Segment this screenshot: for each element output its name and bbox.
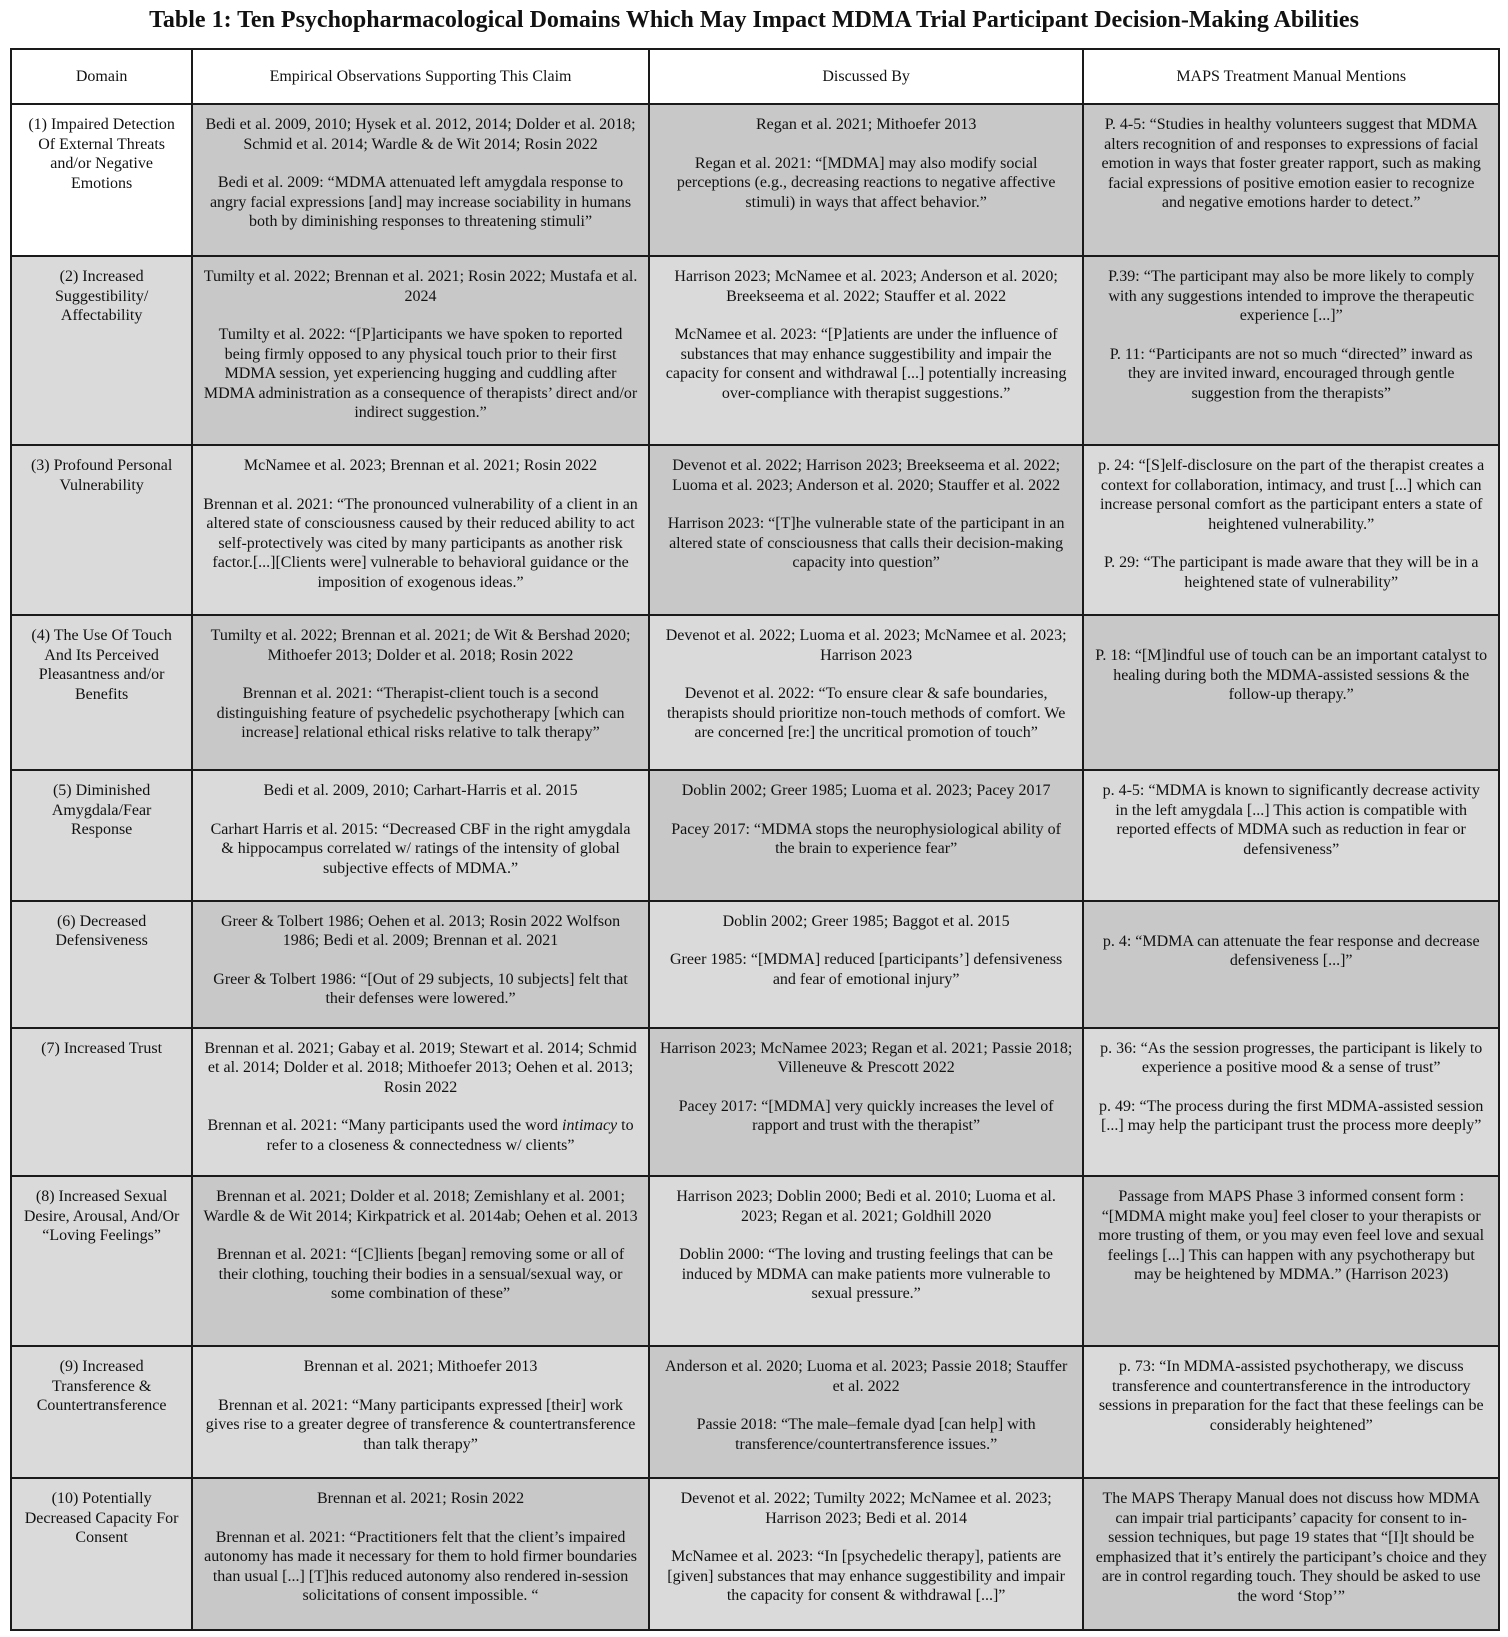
empirical-cell xyxy=(192,1478,649,1630)
empirical-cell xyxy=(192,1346,649,1478)
discussed-quote: Pacey 2017: “[MDMA] very quickly increases the level of rapport and trust with the therapist” xyxy=(678,1097,1054,1135)
discussed-quote: Regan et al. 2021: “[MDMA] may also modify social perceptions (e.g., decreasing reactions to negative affective stimuli) in ways that affect behavior.” xyxy=(676,154,1056,211)
domain-cell: (3) Profound Personal Vulnerability xyxy=(11,445,192,615)
table-title: Table 1: Ten Psychopharmacological Domains Which May Impact MDMA Trial Participant Decision-Making Abilities xyxy=(149,7,1359,33)
discussed-refs: Devenot et al. 2022; Luoma et al. 2023; McNamee et al. 2023; Harrison 2023 xyxy=(665,627,1067,664)
empirical-cell xyxy=(192,1176,649,1346)
table-row xyxy=(11,445,1499,615)
maps-mention: Passage from MAPS Phase 3 informed consent form : “[MDMA might make you] feel closer to your therapists or more trusting of them, or you may even feel love and sexual feelings [...] This can happen with any psychotherapy but may be heightened by MDMA.” (Harrison 2023) xyxy=(1098,1188,1485,1284)
maps-cell xyxy=(1083,445,1499,615)
maps-mention: p. 4: “MDMA can attenuate the fear response and decrease defensiveness [...]” xyxy=(1102,932,1480,970)
header-empirical: Empirical Observations Supporting This Claim xyxy=(192,49,649,104)
domain-cell: (5) Diminished Amygdala/Fear Response xyxy=(11,770,192,901)
empirical-quote: Carhart Harris et al. 2015: “Decreased CBF in the right amygdala & hippocampus correlated w/ ratings of the intensity of global subjective effects of MDMA.” xyxy=(210,820,631,877)
maps-mention: P. 18: “[M]indful use of touch can be an important catalyst to healing during both the MDMA-assisted sessions & the follow-up therapy.” xyxy=(1095,647,1488,704)
discussed-refs: Harrison 2023; McNamee 2023; Regan et al. 2021; Passie 2018; Villeneuve & Prescott 2022 xyxy=(659,1039,1073,1077)
empirical-quote: Tumilty et al. 2022: “[P]articipants we have spoken to reported being firmly opposed to any physical touch prior to their first MDMA session, yet experiencing hugging and cuddling after MDMA administration as a consequence of therapists’ direct and/or indirect suggestion.” xyxy=(203,326,638,422)
table-row xyxy=(11,770,1499,901)
maps-cell xyxy=(1083,770,1499,901)
domain-cell: (2) Increased Suggestibility/ Affectability xyxy=(11,256,192,445)
maps-cell xyxy=(1083,256,1499,445)
discussed-quote: Passie 2018: “The male–female dyad [can help] with transference/countertransference issues.” xyxy=(696,1416,1036,1453)
discussed-cell xyxy=(649,256,1084,445)
empirical-refs: Brennan et al. 2021; Mithoefer 2013 xyxy=(303,1358,538,1376)
maps-cell xyxy=(1083,104,1499,256)
empirical-quote: Brennan et al. 2021: “The pronounced vulnerability of a client in an altered state of consciousness caused by their reduced ability to act self-protectively was cited by many participants as another risk factor.[...][Clients were] vulnerable to behavioral guidance or the imposition of exogenous ideas.” xyxy=(203,495,638,591)
discussed-cell xyxy=(649,1028,1084,1177)
domain-cell: (7) Increased Trust xyxy=(11,1028,192,1177)
discussed-quote: Doblin 2000: “The loving and trusting feelings that can be induced by MDMA can make patients more vulnerable to sexual pressure.” xyxy=(679,1246,1053,1303)
discussed-refs: Harrison 2023; Doblin 2000; Bedi et al. 2010; Luoma et al. 2023; Regan et al. 2021; Goldhill 2020 xyxy=(676,1188,1056,1225)
empirical-refs: Brennan et al. 2021; Gabay et al. 2019; Stewart et al. 2014; Schmid et al. 2014; Dolder et al. 2018; Mithoefer 2013; Oehen et al. 2013; Rosin 2022 xyxy=(204,1039,637,1096)
empirical-cell xyxy=(192,256,649,445)
empirical-refs: Bedi et al. 2009, 2010; Carhart-Harris et al. 2015 xyxy=(263,782,578,800)
empirical-quote: Brennan et al. 2021: “[C]lients [began] removing some or all of their clothing, touching their bodies in a sensual/sexual way, or some combination of these” xyxy=(216,1246,625,1303)
empirical-refs: Bedi et al. 2009, 2010; Hysek et al. 2012, 2014; Dolder et al. 2018; Schmid et al. 2014; Wardle & de Wit 2014; Rosin 2022 xyxy=(205,116,636,153)
discussed-refs: Harrison 2023; McNamee et al. 2023; Anderson et al. 2020; Breekseema et al. 2022; Stauffer et al. 2022 xyxy=(674,268,1058,305)
discussed-quote: Greer 1985: “[MDMA] reduced [participants’] defensiveness and fear of emotional injury” xyxy=(669,951,1063,988)
discussed-quote: McNamee et al. 2023: “[P]atients are under the influence of substances that may enhance suggestibility and impair the capacity for consent and withdrawal [...] potentially increasing over-compliance with therapist suggestions.” xyxy=(665,326,1067,402)
maps-mention: p. 36: “As the session progresses, the participant is likely to experience a positive mood & a sense of trust” xyxy=(1100,1039,1483,1077)
empirical-cell xyxy=(192,1028,649,1177)
maps-mention: P. 4-5: “Studies in healthy volunteers suggest that MDMA alters recognition of and responses to expressions of facial emotion in ways that foster greater rapport, such as making facial expressions of positive emotion easier to recognize and negative emotions harder to detect.” xyxy=(1101,116,1481,212)
maps-mention: p. 49: “The process during the first MDMA-assisted session [...] may help the participant trust the process more deeply” xyxy=(1099,1097,1484,1135)
maps-cell xyxy=(1083,1028,1499,1177)
empirical-refs: McNamee et al. 2023; Brennan et al. 2021; Rosin 2022 xyxy=(243,457,598,475)
discussed-cell xyxy=(649,615,1084,770)
discussed-refs: Regan et al. 2021; Mithoefer 2013 xyxy=(755,116,977,134)
discussed-cell xyxy=(649,104,1084,256)
discussed-cell xyxy=(649,901,1084,1028)
discussed-cell xyxy=(649,1346,1084,1478)
quote-emphasis: intimacy xyxy=(562,1117,618,1135)
maps-cell xyxy=(1083,1176,1499,1346)
maps-mention: P. 11: “Participants are not so much “directed” inward as they are invited inward, encouraged through gentle suggestion from the therapists” xyxy=(1109,345,1473,402)
header-domain: Domain xyxy=(11,49,192,104)
quote-text: to refer to a closeness & connectedness w/ clients” xyxy=(266,1117,634,1154)
empirical-refs: Tumilty et al. 2022; Brennan et al. 2021; Rosin 2022; Mustafa et al. 2024 xyxy=(203,268,638,305)
header-maps: MAPS Treatment Manual Mentions xyxy=(1083,49,1499,104)
empirical-quote: Brennan et al. 2021: “Many participants expressed [their] work gives rise to a greater degree of transference & countertransference than talk therapy” xyxy=(205,1396,636,1453)
discussed-cell xyxy=(649,770,1084,901)
header-discussed: Discussed By xyxy=(649,49,1084,104)
discussed-refs: Devenot et al. 2022; Harrison 2023; Breekseema et al. 2022; Luoma et al. 2023; Anderson et al. 2020; Stauffer et al. 2022 xyxy=(672,457,1061,494)
maps-mention: p. 4-5: “MDMA is known to significantly decrease activity in the left amygdala [...] This action is compatible with reported effects of MDMA such as reduction in fear or defensiveness” xyxy=(1102,782,1480,858)
maps-mention: P.39: “The participant may also be more likely to comply with any suggestions intended to improve the therapeutic experience [...]” xyxy=(1108,268,1475,325)
discussed-quote: Pacey 2017: “MDMA stops the neurophysiological ability of the brain to experience fear” xyxy=(671,820,1061,858)
empirical-cell xyxy=(192,445,649,615)
domain-cell: (1) Impaired Detection Of External Threats and/or Negative Emotions xyxy=(11,104,192,256)
table-row xyxy=(11,256,1499,445)
discussed-refs: Devenot et al. 2022; Tumilty 2022; McNamee et al. 2023; Harrison 2023; Bedi et al. 2014 xyxy=(680,1490,1052,1527)
maps-mention: p. 24: “[S]elf-disclosure on the part of the therapist creates a context for collaboration, intimacy, and trust [...] which can increase personal comfort as the participant enters a state of heightened vulnerability.” xyxy=(1098,457,1485,533)
table-row xyxy=(11,615,1499,770)
table-row xyxy=(11,901,1499,1028)
empirical-cell xyxy=(192,104,649,256)
domains-table xyxy=(10,48,1500,1631)
empirical-quote: Greer & Tolbert 1986: “[Out of 29 subjects, 10 subjects] felt that their defenses were lowered.” xyxy=(213,970,628,1008)
table-row xyxy=(11,1478,1499,1630)
domain-cell: (8) Increased Sexual Desire, Arousal, And/Or “Loving Feelings” xyxy=(11,1176,192,1346)
maps-cell xyxy=(1083,615,1499,770)
empirical-quote xyxy=(203,1116,638,1155)
empirical-cell xyxy=(192,615,649,770)
discussed-refs: Anderson et al. 2020; Luoma et al. 2023; Passie 2018; Stauffer et al. 2022 xyxy=(664,1358,1068,1395)
maps-cell xyxy=(1083,901,1499,1028)
discussed-refs: Doblin 2002; Greer 1985; Baggot et al. 2015 xyxy=(722,912,1010,930)
empirical-refs: Tumilty et al. 2022; Brennan et al. 2021; de Wit & Bershad 2020; Mithoefer 2013; Dolder et al. 2018; Rosin 2022 xyxy=(210,627,631,664)
empirical-refs: Brennan et al. 2021; Dolder et al. 2018; Zemishlany et al. 2001; Wardle & de Wit 2014; Kirkpatrick et al. 2014ab; Oehen et al. 2013 xyxy=(203,1188,638,1225)
domain-cell: (4) The Use Of Touch And Its Perceived Pleasantness and/or Benefits xyxy=(11,615,192,770)
empirical-quote: Brennan et al. 2021: “Practitioners felt that the client’s impaired autonomy has made it necessary for them to hold firmer boundaries than usual [...] [T]his reduced autonomy also rendered in-session solicitations of consent impossible. “ xyxy=(204,1528,637,1605)
empirical-refs: Brennan et al. 2021; Rosin 2022 xyxy=(316,1490,525,1508)
domain-cell: (10) Potentially Decreased Capacity For Consent xyxy=(11,1478,192,1630)
maps-mention: The MAPS Therapy Manual does not discuss how MDMA can impair trial participants’ capacity for consent to in-session techniques, but page 19 states that “[I]t should be emphasized that it’s entirely the participant’s choice and they are in control regarding touch. They should be asked to use the word ‘Stop’” xyxy=(1095,1490,1487,1605)
maps-cell xyxy=(1083,1346,1499,1478)
discussed-quote: Devenot et al. 2022: “To ensure clear & safe boundaries, therapists should prioritize non-touch methods of comfort. We are concerned [re:] the uncritical promotion of touch” xyxy=(666,685,1066,742)
table-row xyxy=(11,104,1499,256)
discussed-quote: Harrison 2023: “[T]he vulnerable state of the participant in an altered state of consciousness that calls their decision-making capacity into question” xyxy=(667,515,1065,572)
discussed-cell xyxy=(649,1176,1084,1346)
maps-mention: p. 73: “In MDMA-assisted psychotherapy, we discuss transference and countertransference in the introductory sessions in preparation for the fact that these feelings can be considerably heightened” xyxy=(1098,1358,1484,1434)
table-row xyxy=(11,1346,1499,1478)
table-row xyxy=(11,1028,1499,1177)
domain-cell: (9) Increased Transference & Countertransference xyxy=(11,1346,192,1478)
table-header-row xyxy=(11,49,1499,104)
discussed-refs: Doblin 2002; Greer 1985; Luoma et al. 2023; Pacey 2017 xyxy=(681,782,1051,800)
empirical-quote: Bedi et al. 2009: “MDMA attenuated left amygdala response to angry facial expressions [and] may increase sociability in humans both by diminishing responses to threatening stimuli” xyxy=(209,174,632,231)
empirical-refs: Greer & Tolbert 1986; Oehen et al. 2013; Rosin 2022 Wolfson 1986; Bedi et al. 2009; Brennan et al. 2021 xyxy=(220,912,621,950)
table-row xyxy=(11,1176,1499,1346)
discussed-quote: McNamee et al. 2023: “In [psychedelic therapy], patients are [given] substances that may enhance suggestibility and impair the capacity for consent & withdrawal [...]” xyxy=(667,1548,1065,1605)
empirical-cell xyxy=(192,770,649,901)
maps-cell xyxy=(1083,1478,1499,1630)
discussed-cell xyxy=(649,1478,1084,1630)
empirical-cell xyxy=(192,901,649,1028)
maps-mention: P. 29: “The participant is made aware that they will be in a heightened state of vulnerability” xyxy=(1103,554,1479,591)
quote-text: Brennan et al. 2021: “Many participants used the word xyxy=(207,1117,563,1135)
empirical-quote: Brennan et al. 2021: “Therapist-client touch is a second distinguishing feature of psychedelic psychotherapy [which can increase] relational ethical risks relative to talk therapy” xyxy=(216,685,625,742)
domain-cell: (6) Decreased Defensiveness xyxy=(11,901,192,1028)
discussed-cell xyxy=(649,445,1084,615)
